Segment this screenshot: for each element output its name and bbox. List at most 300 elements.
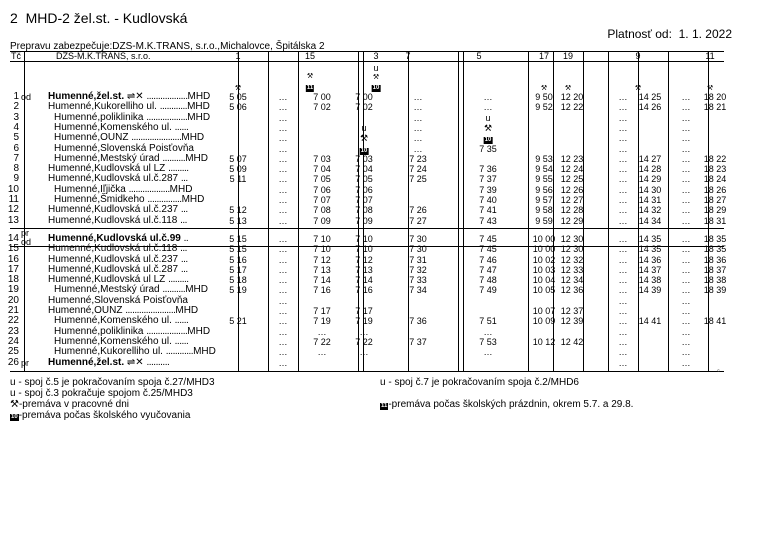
time-cell: 7 10 [355,244,373,255]
row-number: 8 [13,163,19,175]
time-cell: 9 57 [535,195,553,205]
connection-number: 17 [538,51,550,61]
school-term-badge [372,82,381,92]
time-cell: 7 07 [313,195,331,205]
time-cell: 14 25 [638,92,662,102]
time-cell: 9 59 [535,215,553,226]
time-cell: 14 29 [638,174,662,185]
stop-dots: .......... [162,152,186,164]
time-cell: … [359,326,369,337]
time-cell: 7 22 [355,336,373,347]
stop-name-text: Humenné,Šmidkeho [54,194,145,205]
stop-name-text: Humenné,Kukorelliho ul. [54,346,163,358]
time-cell: … [681,295,691,306]
time-cell: 9 52 [535,102,553,113]
stop-name-text: Humenné,poliklinika [54,111,144,123]
time-cell: 12 39 [560,316,584,327]
time-cell: 7 12 [313,254,331,265]
time-cell: 7 39 [479,184,497,195]
row-number: 18 [7,274,19,286]
time-cell: 7 03 [313,153,331,164]
workday-icon: ⚒ [372,74,380,81]
time-cell: … [618,184,628,195]
transfer-icon: ⇌✕ [126,356,144,368]
time-cell: 7 07 [355,195,373,205]
time-cell: 14 32 [638,205,662,216]
time-cell: … [413,102,423,113]
time-cell: 7 48 [479,275,497,286]
route-name: MHD-2 žel.st. - Kudlovská [25,10,188,26]
footnote-text: u - spoj č.5 je pokračovaním spoja č.27/MHD3 [10,377,215,388]
time-cell: 18 35 [703,233,727,244]
time-cell: … [681,244,691,255]
time-cell: 12 37 [560,306,584,316]
time-cell: … [681,153,691,164]
stop-dots: ... [180,173,188,185]
time-cell: 7 06 [313,184,331,195]
time-cell: … [618,275,628,286]
time-cell: … [681,164,691,175]
time-cell: 12 25 [560,174,584,185]
time-cell: 12 24 [560,164,584,175]
time-cell: 14 36 [638,254,662,265]
column-divider [608,52,609,371]
connection-number: 5 [476,51,482,61]
time-cell: … [618,122,628,133]
time-cell: 12 28 [560,205,584,216]
time-cell: 7 22 [313,336,331,347]
time-cell: … [278,92,288,102]
stop-dots: .................. [146,111,188,123]
mhd-label: MHD [175,305,199,316]
timetable-table [7,51,727,372]
stop-name-text: Humenné,Kudlovská ul.č.99 [48,232,181,244]
time-cell: … [618,174,628,185]
time-cell: 12 29 [560,215,584,226]
time-cell: … [618,357,628,368]
time-cell: … [278,357,288,368]
time-cell: … [618,215,628,226]
time-cell: 7 25 [409,174,427,185]
time-cell: 7 45 [479,233,497,244]
time-cell: 12 34 [560,275,584,286]
time-cell: 14 26 [638,102,662,113]
time-cell: … [618,164,628,175]
time-cell: 10 07 [532,306,556,316]
time-cell: 9 58 [535,205,553,216]
time-cell: 7 30 [409,233,427,244]
stop-name-text: Humenné,Komenského ul. [54,335,172,347]
time-cell: 18 38 [703,275,727,286]
mhd-label: MHD [181,132,205,144]
arrival-departure-mark: pr [21,227,30,238]
time-cell: 18 26 [703,184,727,195]
stop-dots: ...... [174,315,189,327]
time-cell: 18 20 [703,92,727,102]
column-divider [528,52,529,371]
time-cell: 7 09 [355,215,373,226]
row-number: 22 [7,315,19,327]
column-divider [458,52,459,371]
workday-icon: ⚒ [234,85,242,92]
time-cell: 18 23 [703,164,727,175]
connection-note-u: u [373,63,379,73]
time-cell: … [681,347,691,358]
connection-number: 11 [705,51,715,61]
time-cell: … [681,264,691,275]
time-cell: 7 16 [355,285,373,296]
stop-dots: ... [180,204,188,216]
time-cell: 9 54 [535,164,553,175]
time-cell: … [681,285,691,296]
time-cell: 7 00 [313,92,331,102]
time-cell: 7 08 [355,205,373,216]
mhd-label: MHD [169,183,193,195]
stop-dots: .................. [128,183,170,195]
time-cell: 7 14 [313,275,331,286]
time-cell: 18 27 [703,195,727,205]
mhd-label: MHD [187,91,211,102]
time-cell: 10 04 [532,275,556,286]
time-cell: 14 35 [638,233,662,244]
time-cell: 5 15 [229,244,247,255]
time-cell: 14 41 [638,316,662,327]
row-number: 5 [13,132,19,144]
stop-dots: .................. [146,325,188,337]
time-cell: 7 03 [355,153,373,164]
time-cell: … [618,285,628,296]
stop-dots: ... [180,214,187,226]
stop-name-text: Humenné,OUNZ [48,305,123,316]
time-cell: 9 56 [535,184,553,195]
time-cell: u [361,122,367,133]
time-cell: 12 20 [560,92,584,102]
stop-dots: ......... [168,274,189,286]
square-11-icon: 11 [306,85,314,91]
footnote-text: u - spoj č.7 je pokračovaním spoja č.2/MHD6 [380,377,579,388]
time-cell: … [278,264,288,275]
row-number: 9 [13,173,19,185]
time-cell: … [618,112,628,123]
stop-name-text: Humenné,Slovenská Poisťovňa [48,294,188,306]
time-cell: … [278,295,288,306]
stop-dots: ...... [174,335,189,347]
row-number: 25 [7,346,19,358]
time-cell: … [618,316,628,327]
mhd-label: MHD [185,152,208,164]
time-cell: … [681,254,691,265]
stop-name-text: Humenné,žel.st. [48,91,125,102]
row-number: 6 [13,142,19,154]
workday-icon: ⚒ [306,73,314,80]
workday-icon: ⚒ [634,85,642,92]
stop-dots: ...................... [125,305,176,316]
time-cell: u [485,112,491,123]
operator-line: Prepravu zabezpečuje:DZS-M.K.TRANS, s.r.o.,Michalovce, Špitálska 2 [10,41,325,52]
time-cell: 5 17 [229,264,247,275]
stop-name-text: Humenné,žel.st. [48,356,125,368]
time-cell: 7 13 [355,264,373,275]
time-cell: … [278,275,288,286]
time-cell: 7 30 [409,244,427,255]
time-cell: 9 50 [535,92,553,102]
time-cell: 7 35 [479,143,497,154]
time-cell: 18 39 [703,285,727,296]
time-cell: 14 27 [638,153,662,164]
valid-from-label: Platnosť od: [607,27,672,41]
time-cell: … [681,133,691,144]
time-cell: 12 22 [560,102,584,113]
time-cell: 7 32 [409,264,427,275]
valid-from-date: 1. 1. 2022 [678,27,732,41]
stop-name-text: Humenné,Slovenská Poisťovňa [54,142,194,154]
time-cell: 7 02 [313,102,331,113]
time-cell: 18 21 [703,102,727,113]
time-cell: 9 53 [535,153,553,164]
time-cell: … [618,195,628,205]
corner-label: Tč [11,51,21,61]
time-cell: … [681,326,691,337]
time-cell: … [681,215,691,226]
time-cell: 7 13 [313,264,331,275]
stop-dots: .. [183,232,189,244]
time-cell: … [681,112,691,123]
time-cell: … [681,92,691,102]
time-cell: 7 34 [409,285,427,296]
footnote-text: u - spoj č.3 pokračuje spojom č.25/MHD3 [10,388,193,399]
time-cell: … [618,102,628,113]
time-cell: … [681,122,691,133]
stop-dots: ...................... [131,132,182,144]
time-cell: 7 19 [355,316,373,327]
stop-dots: ............... [147,194,182,205]
row-number: 4 [13,121,19,133]
connection-number: 15 [304,51,316,61]
stop-name-text: Humenné,Kukorelliho ul. [48,101,157,113]
time-cell: 7 46 [479,254,497,265]
time-cell: 7 19 [313,316,331,327]
mhd-label: MHD [187,101,210,113]
connection-number: 7 [405,51,411,61]
stop-dots: .................. [146,91,188,102]
stop-name-text: Humenné,OUNZ [54,132,129,144]
header-divider [10,61,724,62]
time-cell: 7 24 [409,164,427,175]
time-cell: … [278,336,288,347]
footnote-right [380,377,579,389]
row-number: 15 [7,243,19,255]
time-cell: 7 14 [355,275,373,286]
time-cell: 7 10 [313,244,331,255]
time-cell: … [618,153,628,164]
stop-dots: ... [180,243,187,255]
time-cell: … [681,336,691,347]
row-divider [10,228,724,229]
time-cell: … [278,133,288,144]
stop-dots: .......... [146,356,170,368]
time-cell: … [278,184,288,195]
time-cell: … [278,153,288,164]
stop-name-text: Humenné,Komenského ul. [54,315,172,327]
time-cell: 7 41 [479,205,497,216]
time-cell: … [618,244,628,255]
stop-dots: ... [180,253,188,265]
row-number: 12 [7,204,19,216]
footnote-right [380,399,633,411]
time-cell: 7 43 [479,215,497,226]
footnote-text: -premáva počas školského vyučovania [18,410,191,421]
time-cell: ⚒ [359,133,369,144]
time-cell: 18 29 [703,205,727,216]
time-cell: 7 12 [355,254,373,265]
time-cell: 5 11 [229,174,247,185]
transfer-icon: ⇌✕ [126,91,144,102]
time-cell: … [681,275,691,286]
time-cell: 14 28 [638,164,662,175]
time-cell: … [681,184,691,195]
time-cell: 5 06 [229,102,247,113]
column-divider [668,52,669,371]
time-cell: 7 00 [355,92,373,102]
timetable-title [10,10,187,26]
stop-name-text: Humenné,Mestský úrad [54,284,160,296]
column-divider [463,52,464,371]
time-cell: … [618,306,628,316]
time-cell: 12 26 [560,184,584,195]
time-cell: 7 40 [479,195,497,205]
workday-icon: ⚒ [564,85,572,92]
connection-number: 19 [562,51,574,61]
time-cell: … [618,233,628,244]
time-cell: … [618,347,628,358]
workday-icon: ⚒ [540,85,548,92]
time-cell: … [483,92,493,102]
time-cell: 7 09 [313,215,331,226]
time-cell: 5 05 [229,92,247,102]
connection-number: 9 [635,51,641,61]
time-cell: … [278,233,288,244]
time-cell: 10 12 [532,336,556,347]
time-cell: 9 55 [535,174,553,185]
time-cell: … [618,254,628,265]
square-10-icon: 10 [11,414,18,420]
time-cell: 12 27 [560,195,584,205]
stop-name-text: Humenné,Komenského ul. [54,121,172,133]
row-divider [10,246,724,247]
connection-number: 3 [373,51,379,61]
stop-dots: ... [180,263,188,275]
square-10-icon: 10 [484,137,492,144]
time-cell: … [278,347,288,358]
row-number: 13 [7,214,19,226]
row-number: 23 [7,325,19,337]
time-cell: … [278,215,288,226]
time-cell: 12 30 [560,244,584,255]
time-cell: 7 17 [313,306,331,316]
stop-dots: ......... [168,163,189,175]
time-cell: 7 33 [409,275,427,286]
footnote-text: ⚒-premáva v pracovné dni [10,399,130,410]
time-cell: … [278,205,288,216]
square-10-icon: 10 [360,147,368,154]
stop-name-text: Humenné,Kudlovská ul LZ [48,274,166,286]
time-cell: 7 47 [479,264,497,275]
stop-name [48,216,187,226]
mhd-label: MHD [181,194,205,205]
stop-name-text: Humenné,Kudlovská ul.č.287 [48,263,179,275]
time-cell: 10 02 [532,254,556,265]
time-cell: 14 38 [638,275,662,286]
time-cell: 7 10 [355,233,373,244]
stop-name-text: Humenné,Iľjička [54,183,126,195]
time-cell: 7 27 [409,215,427,226]
time-cell: … [278,112,288,123]
time-cell: 12 32 [560,254,584,265]
validity [607,27,732,41]
time-cell: … [681,174,691,185]
stop-dots: ............ [159,101,188,113]
time-cell: … [483,347,493,358]
time-cell: 18 31 [703,215,727,226]
time-cell: … [618,336,628,347]
time-cell: 5 07 [229,153,247,164]
time-cell: 12 30 [560,233,584,244]
time-cell: 10 05 [532,285,556,296]
time-cell: 14 39 [638,285,662,296]
stop-dots: ............ [165,346,194,358]
time-cell: … [278,164,288,175]
time-cell: 12 36 [560,285,584,296]
time-cell: 7 08 [313,205,331,216]
time-cell: 7 45 [479,244,497,255]
row-number: 2 [13,101,19,113]
time-cell: 7 37 [409,336,427,347]
time-cell: … [618,143,628,154]
time-cell: 5 09 [229,164,247,175]
time-cell: 14 35 [638,244,662,255]
time-cell: 10 00 [532,244,556,255]
table-operator-label: DZS-M.K.TRANS, s.r.o. [56,51,151,61]
time-cell: … [278,195,288,205]
time-cell: … [413,92,423,102]
stop-name [48,358,169,368]
stop-dots: ...... [174,121,189,133]
stop-name-text: Humenné,Kudlovská ul.č.118 [48,243,178,255]
time-cell: 7 05 [355,174,373,185]
time-cell: … [278,122,288,133]
time-cell: 5 12 [229,205,247,216]
time-cell: … [413,122,423,133]
time-cell: … [681,195,691,205]
time-cell: 5 13 [229,215,247,226]
time-cell: 18 37 [703,264,727,275]
row-number: 1 [13,91,19,102]
time-cell: … [278,306,288,316]
time-cell: … [483,102,493,113]
stop-name-text: Humenné,Kudlovská ul.č.118 [48,214,178,226]
time-cell: 5 15 [229,233,247,244]
time-cell: 5 16 [229,254,247,265]
time-cell: … [681,143,691,154]
time-cell: … [618,205,628,216]
row-number: 24 [7,335,19,347]
time-cell: … [618,295,628,306]
time-cell: … [278,254,288,265]
time-cell: … [618,133,628,144]
arrival-departure-mark: od [21,92,32,102]
mhd-label: MHD [187,111,211,123]
time-cell: 14 30 [638,184,662,195]
